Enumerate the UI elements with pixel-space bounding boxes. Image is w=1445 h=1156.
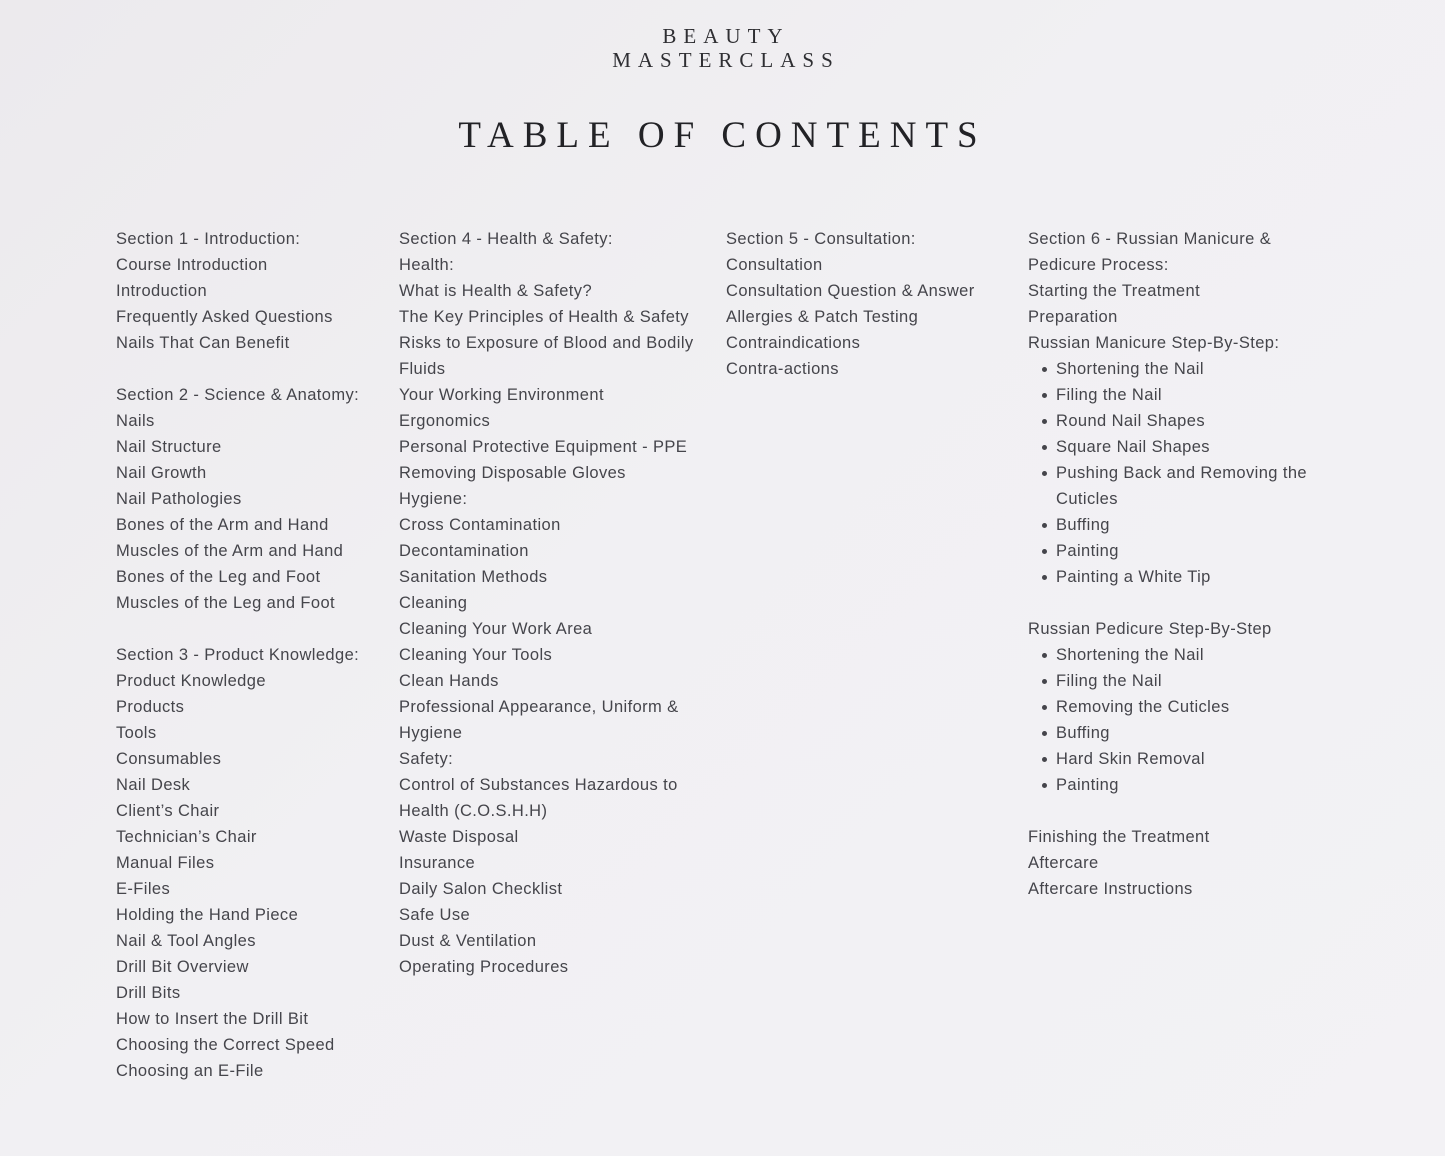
bullet-item: Pushing Back and Removing the xyxy=(1028,460,1328,486)
toc-entry: Nail Pathologies xyxy=(116,490,242,508)
toc-entry: Nail & Tool Angles xyxy=(116,932,256,950)
toc-entry: Sanitation Methods xyxy=(399,568,548,586)
toc-entry: Health (C.O.S.H.H) xyxy=(399,802,548,820)
bullet-item: Shortening the Nail xyxy=(1028,356,1328,382)
spacer xyxy=(1028,590,1328,616)
toc-subheading: Hygiene: xyxy=(399,490,468,508)
toc-entry: Aftercare xyxy=(1028,854,1099,872)
toc-entry: Nails That Can Benefit xyxy=(116,334,290,352)
toc-entry: Drill Bits xyxy=(116,984,181,1002)
toc-entry: Starting the Treatment xyxy=(1028,282,1201,300)
toc-entry: Dust & Ventilation xyxy=(399,932,537,950)
section-6-heading-cont: Pedicure Process: xyxy=(1028,256,1169,274)
toc-entry: Decontamination xyxy=(399,542,529,560)
toc-entry: Consumables xyxy=(116,750,222,768)
toc-entry: Holding the Hand Piece xyxy=(116,906,299,924)
spacer xyxy=(116,616,386,642)
toc-entry: Removing Disposable Gloves xyxy=(399,464,626,482)
toc-entry: Hygiene xyxy=(399,724,463,742)
toc-entry: Personal Protective Equipment - PPE xyxy=(399,438,688,456)
bullet-item: Round Nail Shapes xyxy=(1028,408,1328,434)
bullet-item: Shortening the Nail xyxy=(1028,642,1328,668)
brand-line-2: MASTERCLASS xyxy=(612,48,840,72)
bullet-item: Painting xyxy=(1028,772,1328,798)
toc-entry: Allergies & Patch Testing xyxy=(726,308,919,326)
toc-column-4 xyxy=(1028,226,1328,902)
toc-entry: Cleaning Your Tools xyxy=(399,646,553,664)
toc-entry: Nail Desk xyxy=(116,776,191,794)
toc-entry: Safe Use xyxy=(399,906,471,924)
toc-entry: Cleaning xyxy=(399,594,468,612)
toc-entry: Clean Hands xyxy=(399,672,499,690)
toc-entry: Nails xyxy=(116,412,155,430)
toc-entry: Cleaning Your Work Area xyxy=(399,620,593,638)
toc-subheading: Health: xyxy=(399,256,455,274)
toc-entry: E-Files xyxy=(116,880,171,898)
section-3-heading: Section 3 - Product Knowledge: xyxy=(116,646,360,664)
toc-entry: Daily Salon Checklist xyxy=(399,880,563,898)
toc-entry: What is Health & Safety? xyxy=(399,282,593,300)
toc-subheading: Safety: xyxy=(399,750,454,768)
toc-entry: Frequently Asked Questions xyxy=(116,308,333,326)
toc-entry: Ergonomics xyxy=(399,412,491,430)
toc-entry: The Key Principles of Health & Safety xyxy=(399,308,689,326)
toc-entry: Consultation xyxy=(726,256,823,274)
section-5-heading: Section 5 - Consultation: xyxy=(726,230,916,248)
bullet-item: Painting a White Tip xyxy=(1028,564,1328,590)
brand-logo xyxy=(0,24,1445,72)
toc-entry: Tools xyxy=(116,724,157,742)
toc-subheading: Russian Pedicure Step-By-Step xyxy=(1028,620,1272,638)
bullet-item: Filing the Nail xyxy=(1028,382,1328,408)
toc-entry: Waste Disposal xyxy=(399,828,519,846)
toc-entry: Risks to Exposure of Blood and Bodily xyxy=(399,334,694,352)
toc-entry: Technician’s Chair xyxy=(116,828,257,846)
toc-entry: Nail Growth xyxy=(116,464,207,482)
toc-entry: Manual Files xyxy=(116,854,215,872)
toc-entry: Choosing the Correct Speed xyxy=(116,1036,335,1054)
page-title: TABLE OF CONTENTS xyxy=(458,115,987,156)
brand-line-1: BEAUTY xyxy=(662,24,790,48)
bullet-item: Removing the Cuticles xyxy=(1028,694,1328,720)
toc-entry: Preparation xyxy=(1028,308,1118,326)
bullet-item: Buffing xyxy=(1028,512,1328,538)
toc-entry: Contra-actions xyxy=(726,360,839,378)
spacer xyxy=(1028,798,1328,824)
section-1-heading: Section 1 - Introduction: xyxy=(116,230,301,248)
section-4-heading: Section 4 - Health & Safety: xyxy=(399,230,613,248)
toc-entry: Introduction xyxy=(116,282,208,300)
bullet-item: Filing the Nail xyxy=(1028,668,1328,694)
toc-entry: How to Insert the Drill Bit xyxy=(116,1010,309,1028)
toc-entry: Bones of the Arm and Hand xyxy=(116,516,329,534)
toc-column-3 xyxy=(726,226,1006,382)
toc-entry: Aftercare Instructions xyxy=(1028,880,1193,898)
spacer xyxy=(116,356,386,382)
toc-column-2 xyxy=(399,226,709,980)
toc-entry: Fluids xyxy=(399,360,446,378)
toc-entry: Course Introduction xyxy=(116,256,268,274)
bullet-item: Square Nail Shapes xyxy=(1028,434,1328,460)
toc-entry: Insurance xyxy=(399,854,476,872)
toc-entry: Cross Contamination xyxy=(399,516,561,534)
toc-entry: Consultation Question & Answer xyxy=(726,282,975,300)
toc-entry: Muscles of the Arm and Hand xyxy=(116,542,344,560)
toc-entry: Product Knowledge xyxy=(116,672,266,690)
toc-entry: Your Working Environment xyxy=(399,386,604,404)
bullet-item-cont: Cuticles xyxy=(1056,490,1118,508)
toc-entry: Client’s Chair xyxy=(116,802,220,820)
bullet-item: Hard Skin Removal xyxy=(1028,746,1328,772)
toc-subheading: Russian Manicure Step-By-Step: xyxy=(1028,334,1280,352)
toc-entry: Finishing the Treatment xyxy=(1028,828,1210,846)
toc-entry: Bones of the Leg and Foot xyxy=(116,568,321,586)
toc-entry: Operating Procedures xyxy=(399,958,569,976)
bullet-item: Buffing xyxy=(1028,720,1328,746)
toc-entry: Products xyxy=(116,698,185,716)
toc-entry: Control of Substances Hazardous to xyxy=(399,776,678,794)
toc-entry: Drill Bit Overview xyxy=(116,958,249,976)
toc-entry: Muscles of the Leg and Foot xyxy=(116,594,336,612)
toc-entry: Professional Appearance, Uniform & xyxy=(399,698,679,716)
toc-entry: Nail Structure xyxy=(116,438,222,456)
toc-column-1 xyxy=(116,226,386,1084)
bullet-item: Painting xyxy=(1028,538,1328,564)
toc-entry: Choosing an E-File xyxy=(116,1062,264,1080)
section-6-heading: Section 6 - Russian Manicure & xyxy=(1028,230,1272,248)
toc-entry: Contraindications xyxy=(726,334,861,352)
section-2-heading: Section 2 - Science & Anatomy: xyxy=(116,386,360,404)
